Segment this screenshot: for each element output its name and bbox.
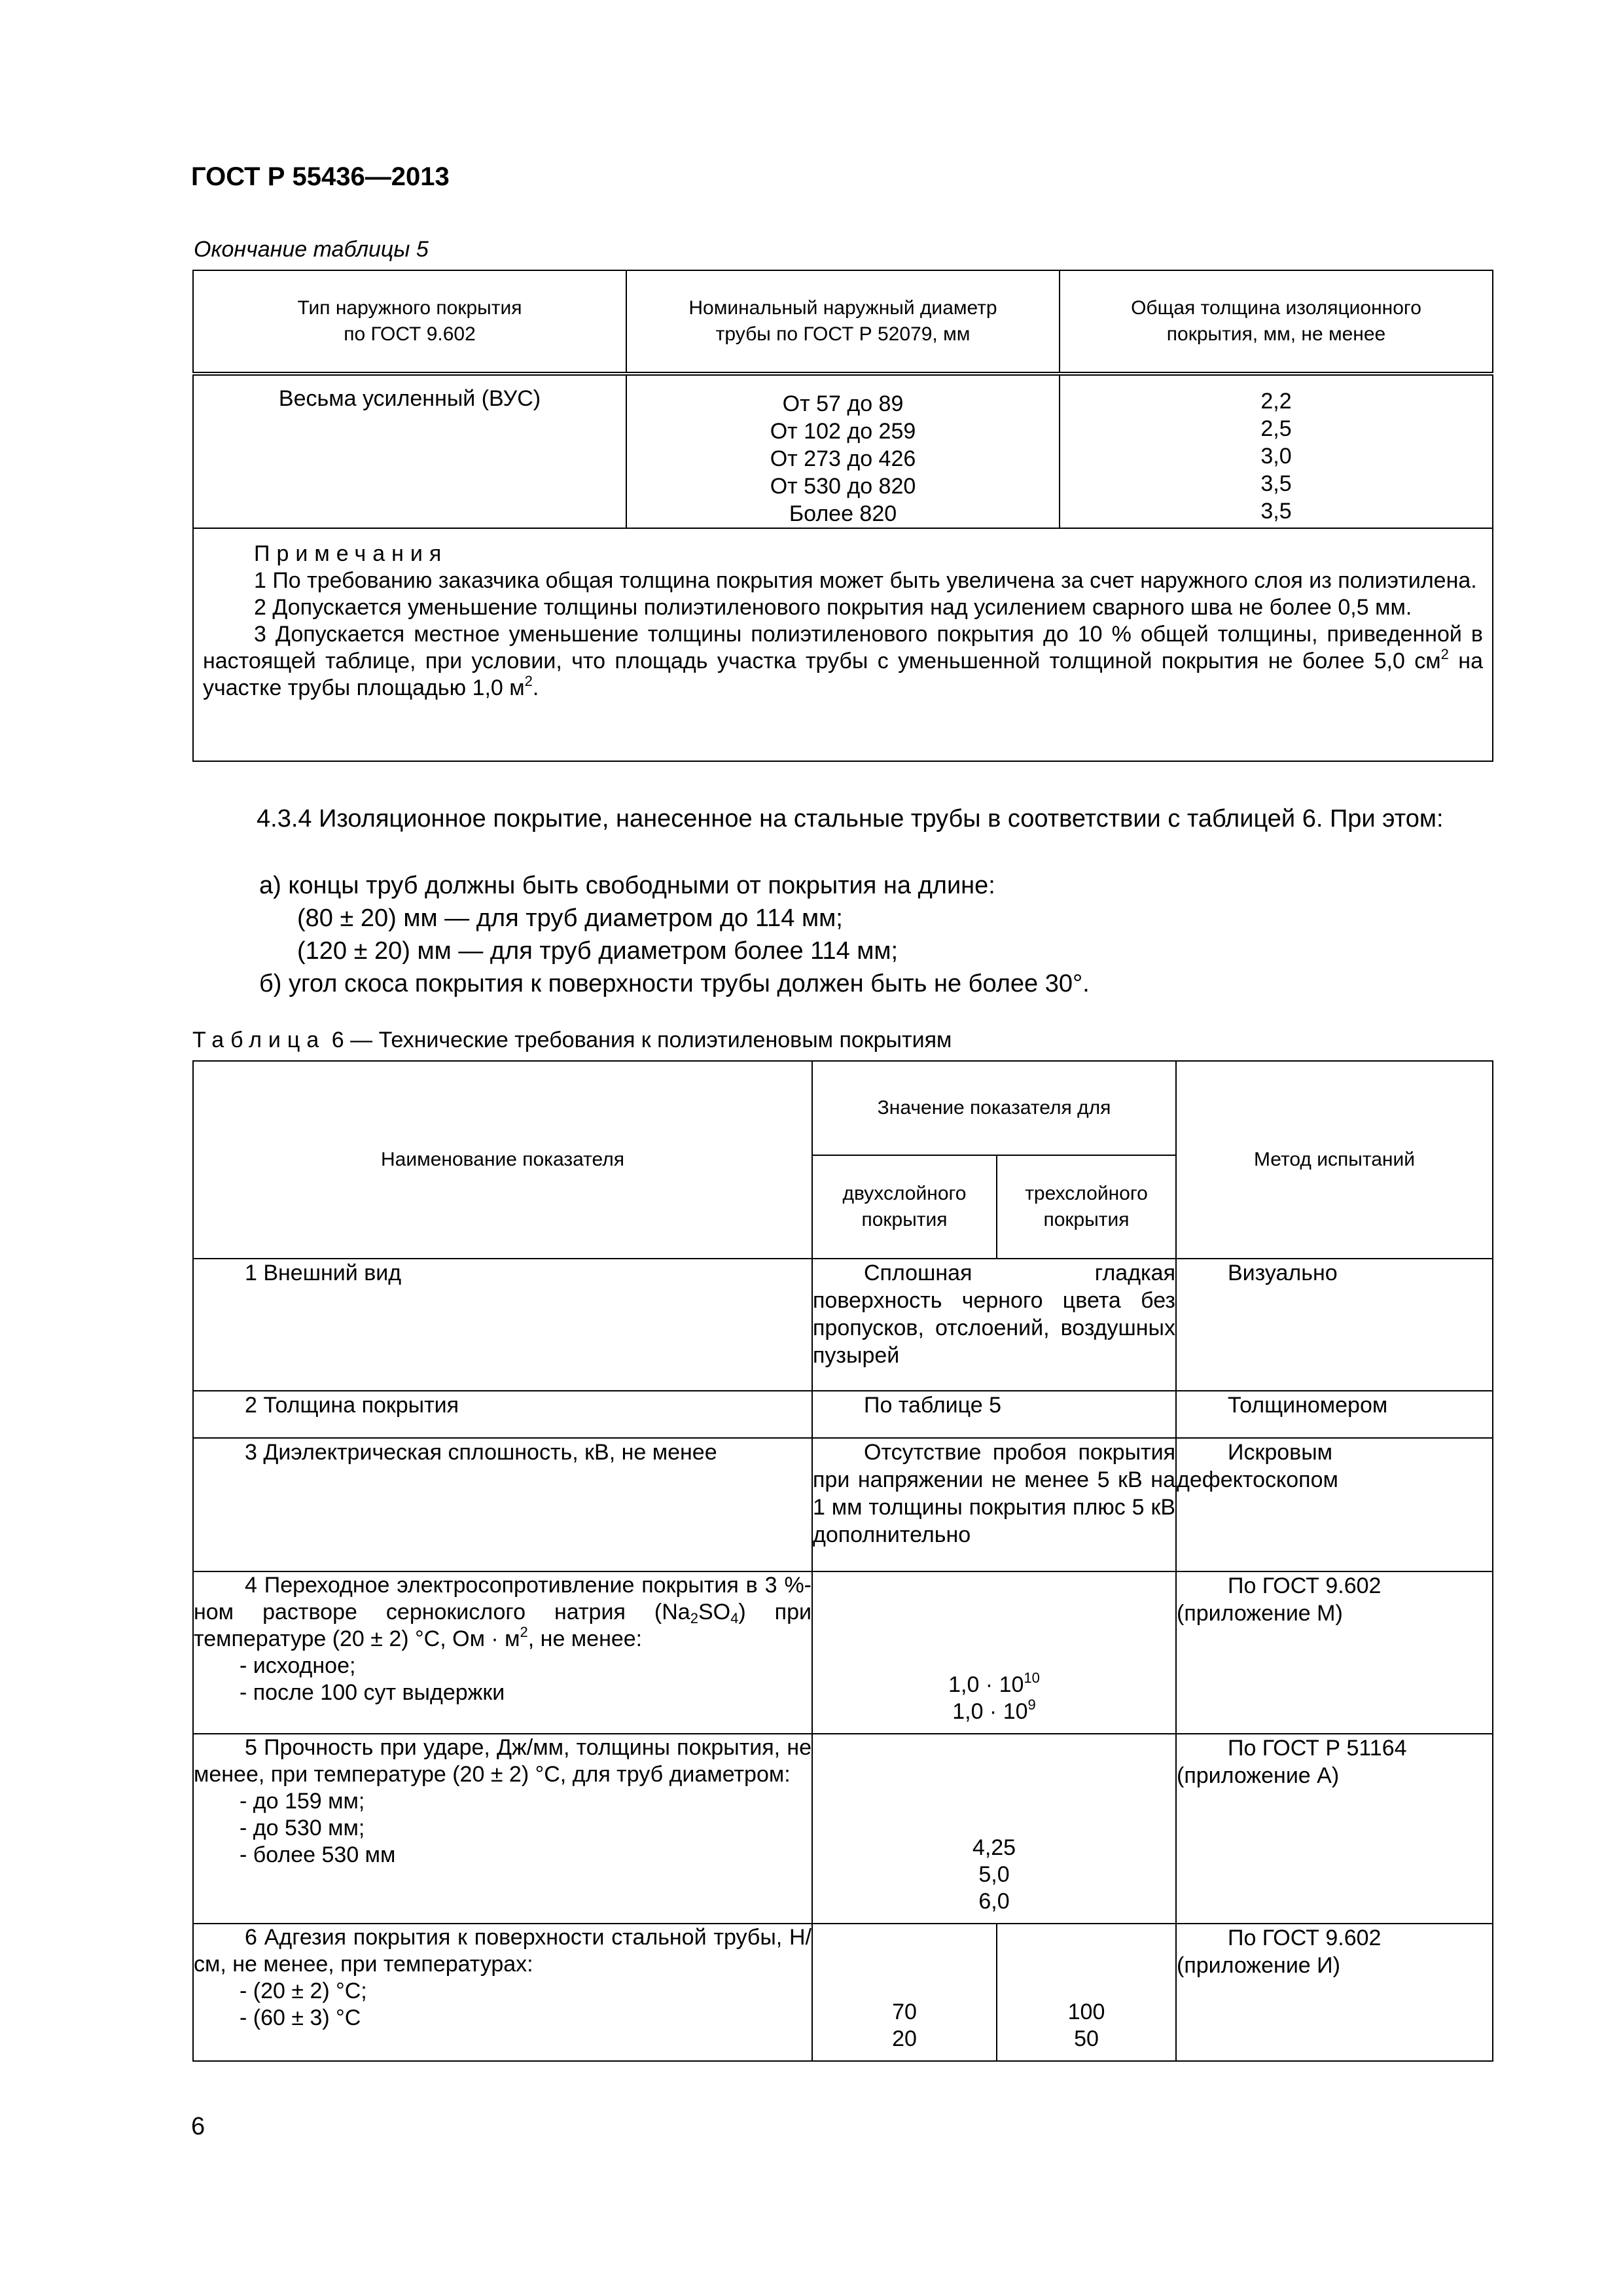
row1-value: Сплошная гладкая поверхность черного цвета без пропусков, отслоений, воздушных пузырей [812,1259,1176,1391]
page-number: 6 [191,2113,205,2140]
row4-item-after-100: - после 100 сут выдержки [240,1680,505,1705]
table6-header-three-layer: трехслойного покрытия [997,1155,1176,1259]
list-item-b: б) угол скоса покрытия к поверхности трубы должен быть не более 30°. [259,970,1090,997]
row6-three-layer: 100 50 [997,1924,1176,2061]
note-2: 2 Допускается уменьшение толщины полиэтиленового покрытия над усилением сварного шва не более 0,5 мм. [254,595,1412,620]
table5-continuation-caption: Окончание таблицы 5 [194,237,429,262]
table6-row-2 [193,1391,1493,1438]
table6-caption: Таблица 6 — Технические требования к полиэтиленовым покрытиям [192,1028,952,1052]
table6-header-name: Наименование показателя [193,1061,812,1259]
row2-value: По таблице 5 [812,1391,1176,1438]
document-header-title: ГОСТ Р 55436—2013 [191,162,450,191]
table5-cell-type: Весьма усиленный (ВУС) [193,374,626,528]
row2-name: 2 Толщина покрытия [193,1391,812,1438]
table5-header-thickness: Общая толщина изоляционного покрытия, мм, не менее [1060,270,1493,374]
table5-header-diameter: Номинальный наружный диаметр трубы по ГОСТ Р 52079, мм [626,270,1060,374]
table5-cell-diameters: От 57 до 89 От 102 до 259 От 273 до 426 От 530 до 820 Более 820 [626,374,1060,528]
row6-name: 6 Адгезия покрытия к поверхности стальной трубы, Н/см, не менее, при температурах: - (20 ± 2) °С; - (60 ± 3) °С [193,1924,812,2061]
table6-row-1 [193,1259,1493,1391]
table5-notes [193,528,1493,761]
list-item-a: а) концы труб должны быть свободными от покрытия на длине: [259,872,995,899]
table6-header-method: Метод испытаний [1176,1061,1493,1259]
row4-item-initial: - исходное; [240,1653,356,1678]
row3-value: Отсутствие пробоя покрытия при напряжении не менее 5 кВ на 1 мм толщины покрытия плюс 5 кВ дополнительно [812,1438,1176,1571]
row3-name: 3 Диэлектрическая сплошность, кВ, не менее [193,1438,812,1571]
list-item-a1: (80 ± 20) мм — для труб диаметром до 114 мм; [297,905,843,932]
row5-method: По ГОСТ Р 51164 (приложение А) [1176,1734,1493,1924]
row1-name: 1 Внешний вид [193,1259,812,1391]
row1-method: Визуально [1176,1259,1493,1391]
row6-two-layer: 70 20 [812,1924,997,2061]
row6-method: По ГОСТ 9.602 (приложение И) [1176,1924,1493,2061]
table6-header-two-layer: двухслойного покрытия [812,1155,997,1259]
table6-row-6 [193,1924,1493,2061]
paragraph-4-3-4: 4.3.4 Изоляционное покрытие, нанесенное на стальные трубы в соответствии с таблицей 6. При этом: [257,805,1444,833]
row3-method: Искровым дефектоскопом [1176,1438,1493,1571]
row4-name: 4 Переходное электросопротивление покрытия в 3 %-ном растворе сернокислого натрия $(Na_2SO_4)$ при температуре (20 ± 2) °С, Ом · $м^2$, не менее: - исходное; - после 100 сут выдержки [193,1571,812,1734]
table5 [192,270,1493,762]
row4-value: $1,0 \cdot 10^{10}$ $1,0 \cdot 10^9$ [812,1571,1176,1734]
list-item-a2: (120 ± 20) мм — для труб диаметром более 114 мм; [297,937,899,965]
row4-method: По ГОСТ 9.602 (приложение М) [1176,1571,1493,1734]
table6-row-4 [193,1571,1493,1734]
table5-cell-thickness: 2,2 2,5 3,0 3,5 3,5 [1060,374,1493,528]
table5-header-type: Тип наружного покрытия по ГОСТ 9.602 [193,270,626,374]
row2-method: Толщиномером [1176,1391,1493,1438]
row5-name: 5 Прочность при ударе, Дж/мм, толщины покрытия, не менее, при температуре (20 ± 2) °С, для труб диаметром: - до 159 мм; - до 530 мм; - более 530 мм [193,1734,812,1924]
row5-value: 4,25 5,0 6,0 [812,1734,1176,1924]
note-1: 1 По требованию заказчика общая толщина покрытия может быть увеличена за счет наружного слоя из полиэтилена. [254,568,1477,593]
note-3: 3 Допускается местное уменьшение толщины полиэтиленового покрытия до 10 % общей толщины, приведенной в настоящей таблице, при условии, что площадь участка трубы с уменьшенной толщиной покрытия не более 5,0 $см^2$ на участке трубы площадью 1,0 $м^2$. [203,622,1483,700]
notes-title: Примечания [254,541,448,566]
table6-row-3 [193,1438,1493,1571]
table6 [192,1060,1493,2062]
table6-row-5 [193,1734,1493,1924]
table6-header-value: Значение показателя для [812,1061,1176,1155]
